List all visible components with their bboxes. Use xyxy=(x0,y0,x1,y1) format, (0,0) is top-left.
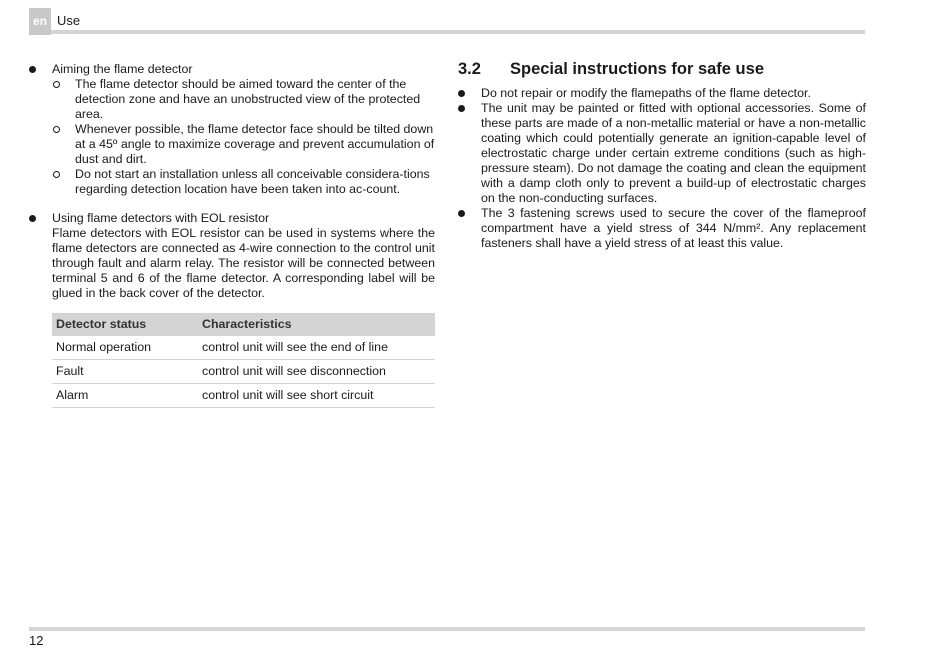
left-column xyxy=(29,62,435,408)
sub-item-considerations: Do not start an installation unless all conceivable considera-tions regarding detection location have been taken into ac-count. xyxy=(52,167,435,197)
table-row xyxy=(52,360,435,384)
header-rule xyxy=(51,30,865,34)
sub-item-aim-center: The flame detector should be aimed toward the center of the detection zone and have an unobstructed view of the protected area. xyxy=(52,77,435,122)
status-cell: Alarm xyxy=(52,384,198,408)
characteristics-cell: control unit will see short circuit xyxy=(198,384,435,408)
bullet-aiming xyxy=(29,62,435,197)
language-tag: en xyxy=(29,8,51,35)
table-row xyxy=(52,336,435,360)
status-cell: Normal operation xyxy=(52,336,198,360)
status-cell: Fault xyxy=(52,360,198,384)
footer-rule xyxy=(29,627,865,631)
table-row xyxy=(52,384,435,408)
bullet-eol xyxy=(29,211,435,301)
bullet-flamepaths: Do not repair or modify the flamepaths of the flame detector. xyxy=(458,86,866,101)
header-detector-status: Detector status xyxy=(52,313,198,336)
section-number: 3.2 xyxy=(458,60,481,78)
eol-body: Flame detectors with EOL resistor can be used in systems where the flame detectors are connected as 4-wire connection to the control unit through fault and alarm relay. The resistor will be connected between terminal 5 and 6 of the flame detector. A corresponding label will be glued in the back cover of the detector. xyxy=(52,226,435,300)
page-number: 12 xyxy=(29,633,44,648)
bullet-painting: The unit may be painted or fitted with optional accessories. Some of these parts are made of a non-metallic material or have a non-metallic coating which could potentially generate an ignition-capable level of electrostatic charge under certain extreme conditions (such as high-pressure steam). Do not damage the coating and clean the equipment with a damp cloth only to prevent a build-up of electrostatic charges on the non-conducting surfaces. xyxy=(458,101,866,206)
eol-title: Using flame detectors with EOL resistor xyxy=(52,211,270,225)
right-column xyxy=(458,62,866,251)
detector-status-table xyxy=(52,313,435,408)
section-heading xyxy=(458,62,866,84)
characteristics-cell: control unit will see the end of line xyxy=(198,336,435,360)
table-header-row xyxy=(52,313,435,336)
section-title: Special instructions for safe use xyxy=(510,60,764,78)
header-characteristics: Characteristics xyxy=(198,313,435,336)
section-label: Use xyxy=(57,13,81,28)
sub-item-tilt: Whenever possible, the flame detector face should be tilted down at a 45º angle to maximize coverage and prevent accumulation of dust and dirt. xyxy=(52,122,435,167)
aiming-title: Aiming the flame detector xyxy=(52,62,193,76)
bullet-fastening-screws: The 3 fastening screws used to secure the cover of the flameproof compartment have a yield stress of 344 N/mm². Any replacement fasteners shall have a yield stress of at least this value. xyxy=(458,206,866,251)
characteristics-cell: control unit will see disconnection xyxy=(198,360,435,384)
